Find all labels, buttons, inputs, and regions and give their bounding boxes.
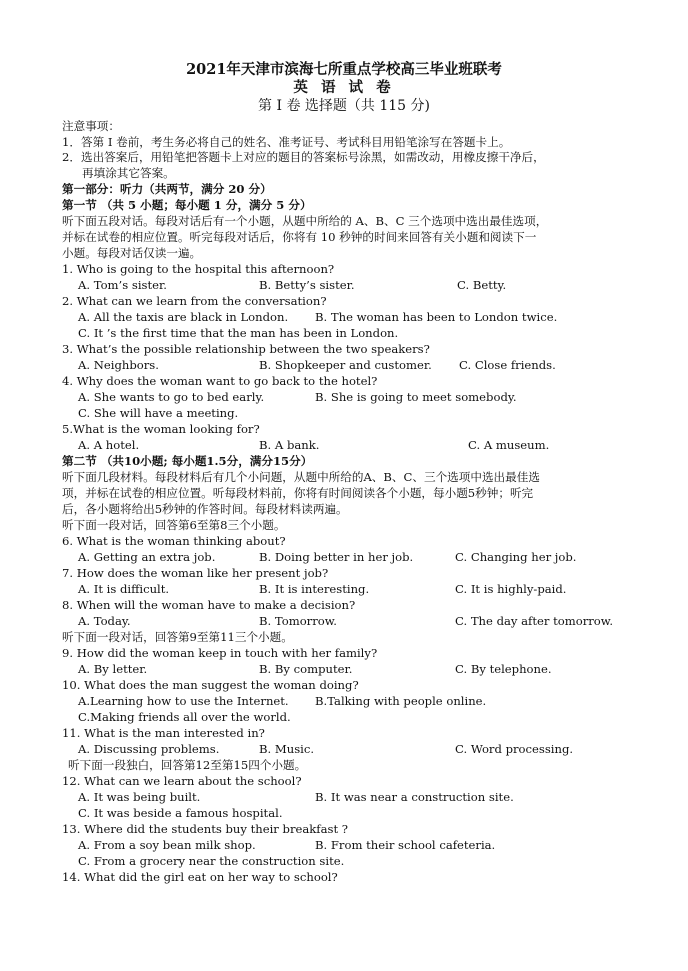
question-11: 11. What is the man interested in?	[62, 726, 265, 740]
q4-option-c: C. She will have a meeting.	[78, 406, 239, 420]
section2-instruction: 后，各小题将给出5秒钟的作答时间。每段材料读两遍。	[62, 502, 348, 516]
q4-option-a: A. She wants to go to bed early.	[78, 390, 265, 404]
note-2: 2．选出答案后，用铅笔把答题卡上对应的题目的答案标号涂黑，如需改动，用橡皮擦干净后，	[62, 150, 545, 164]
section1-instruction: 听下面五段对话。每段对话后有一个小题，从题中所给的 A、B、C 三个选项中选出最佳选项，	[62, 214, 548, 228]
q4-option-b: B. She is going to meet somebody.	[315, 390, 517, 404]
section1-heading: 第一节 （共 5 小题；每小题 1 分，满分 5 分）	[62, 198, 312, 212]
notes-heading: 注意事项：	[62, 119, 120, 133]
question-3: 3. What’s the possible relationship between the two speakers?	[62, 342, 430, 356]
q1-option-a: A. Tom’s sister.	[78, 278, 167, 292]
q7-option-c: C. It is highly-paid.	[455, 582, 567, 596]
q13-option-c: C. From a grocery near the construction site.	[78, 854, 345, 868]
q2-option-a: A. All the taxis are black in London.	[78, 310, 289, 324]
q5-option-c: C. A museum.	[468, 438, 550, 452]
q11-option-b: B. Music.	[259, 742, 315, 756]
q7-option-b: B. It is interesting.	[259, 582, 370, 596]
q13-option-b: B. From their school cafeteria.	[315, 838, 496, 852]
exam-subtitle: 英 语 试 卷	[293, 79, 395, 96]
question-4: 4. Why does the woman want to go back to the hotel?	[62, 374, 378, 388]
q5-option-a: A. A hotel.	[78, 438, 140, 452]
note-2-continued: 再填涂其它答案。	[82, 166, 175, 180]
q9-option-c: C. By telephone.	[455, 662, 552, 676]
q2-option-b: B. The woman has been to London twice.	[315, 310, 558, 324]
question-10: 10. What does the man suggest the woman doing?	[62, 678, 359, 692]
section2-heading: 第二节 （共10小题; 每小题1.5分，满分15分）	[62, 454, 313, 468]
question-9: 9. How did the woman keep in touch with her family?	[62, 646, 378, 660]
question-12: 12. What can we learn about the school?	[62, 774, 302, 788]
q12-option-a: A. It was being built.	[78, 790, 201, 804]
q1-option-b: B. Betty’s sister.	[259, 278, 355, 292]
question-7: 7. How does the woman like her present job?	[62, 566, 329, 580]
q5-option-b: B. A bank.	[259, 438, 320, 452]
q8-option-b: B. Tomorrow.	[259, 614, 337, 628]
q9-option-b: B. By computer.	[259, 662, 353, 676]
q7-option-a: A. It is difficult.	[78, 582, 170, 596]
q3-option-c: C. Close friends.	[459, 358, 556, 372]
q10-option-a: A.Learning how to use the Internet.	[78, 694, 289, 708]
part-title: 第 I 卷 选择题（共 115 分)	[258, 98, 430, 114]
q10-option-c: C.Making friends all over the world.	[78, 710, 291, 724]
exam-title: 2021年天津市滨海七所重点学校高三毕业班联考	[186, 61, 502, 78]
question-14: 14. What did the girl eat on her way to school?	[62, 870, 338, 884]
q10-option-b: B.Talking with people online.	[315, 694, 487, 708]
q8-option-c: C. The day after tomorrow.	[455, 614, 614, 628]
q9-option-a: A. By letter.	[78, 662, 148, 676]
q11-option-c: C. Word processing.	[455, 742, 574, 756]
q12-option-c: C. It was beside a famous hospital.	[78, 806, 283, 820]
dialogue-intro: 听下面一段对话，回答第9至第11三个小题。	[62, 630, 293, 644]
q6-option-c: C. Changing her job.	[455, 550, 577, 564]
dialogue-intro: 听下面一段对话，回答第6至第8三个小题。	[62, 518, 286, 532]
part1-heading: 第一部分：听力（共两节，满分 20 分）	[62, 182, 272, 196]
q3-option-b: B. Shopkeeper and customer.	[259, 358, 432, 372]
question-8: 8. When will the woman have to make a decision?	[62, 598, 356, 612]
q1-option-c: C. Betty.	[457, 278, 507, 292]
question-1: 1. Who is going to the hospital this afternoon?	[62, 262, 335, 276]
section1-instruction: 小题。每段对话仅读一遍。	[62, 246, 202, 260]
section2-instruction: 听下面几段材料。每段材料后有几个小问题，从题中所给的A、B、C、三个选项中选出最佳选	[62, 470, 540, 484]
question-13: 13. Where did the students buy their breakfast ?	[62, 822, 349, 836]
question-6: 6. What is the woman thinking about?	[62, 534, 286, 548]
question-2: 2. What can we learn from the conversation?	[62, 294, 327, 308]
q13-option-a: A. From a soy bean milk shop.	[78, 838, 256, 852]
q11-option-a: A. Discussing problems.	[78, 742, 220, 756]
monologue-intro: 听下面一段独白，回答第12至第15四个小题。	[68, 758, 307, 772]
question-5: 5.What is the woman looking for?	[62, 422, 260, 436]
section2-instruction: 项，并标在试卷的相应位置。听每段材料前，你将有时间阅读各个小题，每小题5秒钟；听完	[62, 486, 534, 500]
q8-option-a: A. Today.	[78, 614, 131, 628]
q6-option-b: B. Doing better in her job.	[259, 550, 414, 564]
note-1: 1．答第 I 卷前，考生务必将自己的姓名、准考证号、考试科目用铅笔涂写在答题卡上。	[62, 135, 511, 149]
q2-option-c: C. It ’s the first time that the man has been in London.	[78, 326, 399, 340]
section1-instruction: 并标在试卷的相应位置。听完每段对话后，你将有 10 秒钟的时间来回答有关小题和阅读下一	[62, 230, 537, 244]
q3-option-a: A. Neighbors.	[78, 358, 159, 372]
q6-option-a: A. Getting an extra job.	[78, 550, 216, 564]
q12-option-b: B. It was near a construction site.	[315, 790, 514, 804]
